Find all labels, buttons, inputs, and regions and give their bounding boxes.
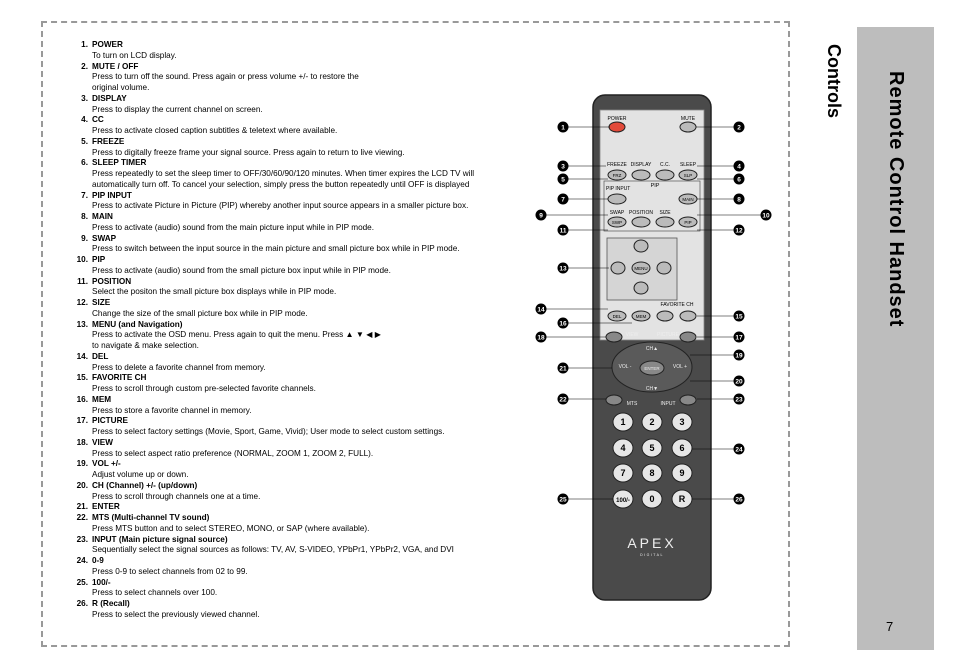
item-description: Press repeatedly to set the sleep timer to OFF/30/60/90/120 minutes. When timer expires the LCD TV will [92, 169, 475, 178]
list-item [62, 255, 532, 277]
list-item [62, 158, 532, 190]
item-title: R (Recall) [92, 599, 130, 608]
keypad-label: 4 [620, 443, 626, 453]
item-description: Press to select the previously viewed channel. [92, 609, 260, 619]
item-number: 2. [81, 61, 88, 71]
pip-button-label: PIP [684, 220, 692, 225]
picture-button [680, 332, 696, 342]
item-description: Press to scroll through custom pre-selected favorite channels. [92, 384, 316, 393]
keypad-label: 100/- [616, 498, 630, 504]
list-item [62, 115, 532, 137]
list-item [62, 535, 532, 557]
item-number: 21. [76, 502, 88, 512]
item-description: Select the positon the small picture box displays while in PIP mode. [92, 287, 337, 297]
callout-number: 20 [735, 378, 743, 386]
remote-diagram [537, 90, 770, 610]
item-description: Press to select aspect ratio preference (NORMAL, ZOOM 1, ZOOM 2, FULL). [92, 448, 374, 458]
item-number: 10. [76, 255, 88, 264]
item-number: 7. [81, 190, 88, 200]
keypad-label: 2 [649, 417, 655, 427]
item-number: 19. [76, 459, 88, 469]
callout-number: 21 [559, 365, 567, 373]
keypad-label: 0 [649, 494, 655, 504]
pip-input-button [608, 194, 626, 204]
list-item [62, 481, 532, 503]
remote-label: INPUT [660, 401, 676, 407]
item-title: CC [92, 115, 104, 125]
item-number: 6. [81, 158, 88, 168]
callout-number: 4 [737, 163, 741, 171]
item-title: DISPLAY [92, 93, 127, 103]
item-number: 5. [81, 136, 88, 146]
mute-button [680, 122, 696, 132]
swap-button-label: SWP [611, 220, 623, 225]
remote-label: POSITION [629, 210, 653, 216]
del-button-label: DEL [612, 314, 622, 319]
left-button [611, 262, 625, 274]
remote-label: FREEZE [607, 162, 627, 168]
item-description: Press to activate Picture in Picture (PIP) whereby another input source appears in a smaller picture box. [92, 201, 469, 211]
item-description: Press to activate (audio) sound from the main picture input while in PIP mode. [92, 222, 375, 232]
callout-number: 8 [737, 196, 741, 204]
item-title: SWAP [92, 233, 117, 243]
item-description: To turn on LCD display. [92, 50, 177, 60]
item-description: automatically turn off. To cancel your selection, simply press the button repeatedly until OFF is displayed [92, 179, 470, 189]
mem-button-label: MEM [635, 314, 647, 319]
remote-label: MUTE [680, 116, 696, 122]
item-description: Press to activate the OSD menu. Press again to quit the menu. Press ▲ ▼ ◀ ▶ [92, 330, 382, 340]
item-description: Press to digitally freeze frame your signal source. Press again to return to live viewing. [92, 147, 405, 157]
callout-number: 6 [737, 176, 741, 184]
list-item [62, 191, 532, 213]
chapter-title: Remote Control Handset [885, 71, 907, 328]
fav-up-button [680, 311, 696, 321]
item-description: original volume. [92, 83, 150, 92]
freeze-button-label: FRZ [612, 173, 622, 178]
list-item [62, 395, 532, 417]
item-title: SLEEP TIMER [92, 158, 147, 168]
right-button [657, 262, 671, 274]
item-number: 16. [76, 394, 88, 404]
remote-label: CH▼ [645, 386, 659, 392]
item-number: 1. [81, 40, 88, 49]
item-title: FREEZE [92, 136, 125, 146]
section-label: Controls [824, 44, 844, 118]
remote-label: PIP [650, 183, 660, 189]
callout-number: 15 [735, 313, 743, 321]
item-description: Adjust volume up or down. [92, 470, 189, 479]
menu-button-label: MENU [634, 266, 648, 271]
item-number: 23. [76, 534, 88, 544]
list-item [62, 438, 532, 460]
callout-number: 2 [737, 124, 741, 132]
item-title: FAVORITE CH [92, 373, 147, 383]
callout-number: 22 [559, 396, 567, 404]
item-description: Press to delete a favorite channel from memory. [92, 362, 266, 372]
list-item [62, 234, 532, 256]
item-number: 8. [81, 212, 88, 221]
fav-down-button [657, 311, 673, 321]
item-number: 9. [81, 233, 88, 243]
list-item [62, 212, 532, 234]
input-button [680, 395, 696, 405]
list-item [62, 40, 532, 62]
remote-label: VOL + [672, 364, 688, 370]
item-title: VOL +/- [92, 459, 121, 469]
down-button [634, 282, 648, 294]
remote-label: VOL - [618, 364, 632, 370]
view-button [606, 332, 622, 342]
list-item [62, 62, 532, 94]
callout-number: 5 [561, 176, 565, 184]
main-button-label: MAIN [682, 197, 694, 202]
callout-number: 26 [735, 496, 743, 504]
item-description: Sequentially select the signal sources as follows: TV, AV, S-VIDEO, YPbPr1, YPbPr2, VGA, and DVI [92, 545, 454, 555]
remote-label: SLEEP [679, 162, 697, 168]
remote-label: SWAP [609, 210, 625, 216]
list-item [62, 502, 532, 513]
item-title: 100/- [92, 577, 111, 587]
item-description: Press to select channels over 100. [92, 588, 218, 598]
position-button [632, 217, 650, 227]
item-number: 24. [76, 556, 88, 565]
list-item [62, 578, 532, 600]
mts-button [606, 395, 622, 405]
item-number: 13. [76, 319, 88, 329]
item-number: 20. [76, 480, 88, 490]
keypad-label: 9 [679, 468, 685, 478]
item-title: 0-9 [92, 556, 104, 565]
item-title: INPUT (Main picture signal source) [92, 534, 228, 544]
item-description: Press to switch between the input source in the main picture and small picture box while in PIP mode. [92, 244, 460, 254]
list-item [62, 373, 532, 395]
remote-label: POWER [607, 116, 627, 122]
remote-label: CH▲ [645, 346, 659, 352]
item-title: PIP [92, 255, 106, 264]
enter-button-label: ENTER [644, 366, 660, 371]
item-title: POWER [92, 40, 123, 49]
item-number: 11. [77, 276, 88, 286]
item-title: MTS (Multi-channel TV sound) [92, 513, 210, 522]
item-number: 17. [76, 416, 88, 426]
item-title: MUTE / OFF [92, 61, 139, 71]
callout-number: 9 [539, 212, 543, 220]
item-number: 14. [76, 351, 88, 361]
remote-label: PIP INPUT [606, 186, 631, 192]
sidebar [857, 27, 934, 650]
remote-label: VIEW [625, 332, 639, 338]
list-item [62, 556, 532, 578]
list-item [62, 513, 532, 535]
display-button [632, 170, 650, 180]
remote-label: MTS [626, 401, 638, 407]
remote-label: DISPLAY [630, 162, 652, 168]
item-description: Press to turn off the sound. Press again or press volume +/- to restore the [92, 72, 359, 82]
list-item [62, 352, 532, 374]
item-title: PICTURE [92, 416, 128, 426]
sleep-button-label: SLP [683, 173, 693, 178]
item-description: Change the size of the small picture box while in PIP mode. [92, 308, 308, 318]
item-number: 18. [76, 437, 88, 447]
remote-label: C.C. [660, 162, 670, 168]
item-title: VIEW [92, 437, 113, 447]
list-item [62, 320, 532, 352]
item-number: 15. [76, 373, 88, 383]
callout-number: 18 [537, 334, 545, 342]
list-item [62, 298, 532, 320]
item-title: PIP INPUT [92, 190, 132, 200]
item-number: 25. [76, 577, 88, 587]
list-item [62, 94, 532, 116]
cc-button [656, 170, 674, 180]
item-title: SIZE [92, 298, 111, 307]
item-title: MENU (and Navigation) [92, 319, 183, 329]
keypad-label: R [678, 494, 686, 504]
callout-number: 12 [735, 227, 743, 235]
item-title: CH (Channel) +/- (up/down) [92, 480, 198, 490]
keypad-label: 8 [649, 468, 655, 478]
list-item [62, 416, 532, 438]
list-item [62, 599, 532, 621]
brand-logo: APEX [627, 535, 677, 551]
item-description: Press to activate closed caption subtitles & teletext where available. [92, 126, 338, 135]
callout-number: 11 [559, 227, 567, 235]
item-description: Press MTS button and to select STEREO, MONO, or SAP (where available). [92, 523, 370, 533]
item-number: 3. [81, 93, 88, 103]
brand-sub: DIGITAL [640, 553, 664, 557]
item-description: to navigate & make selection. [92, 341, 199, 350]
power-button [609, 122, 625, 132]
size-button [656, 217, 674, 227]
item-title: DEL [92, 351, 109, 361]
controls-list [62, 40, 532, 621]
callout-number: 19 [735, 352, 743, 360]
item-number: 26. [76, 599, 88, 608]
item-description: Press to select factory settings (Movie, Sport, Game, Vivid); User mode to select custom settings. [92, 427, 445, 436]
callout-number: 17 [735, 334, 743, 342]
list-item [62, 459, 532, 481]
callout-number: 24 [735, 446, 743, 454]
callout-number: 13 [559, 265, 567, 273]
callout-number: 1 [561, 124, 565, 132]
callout-number: 3 [561, 163, 565, 171]
keypad-label: 7 [620, 468, 626, 478]
item-description: Press to display the current channel on screen. [92, 104, 263, 114]
page-number: 7 [886, 619, 894, 634]
keypad-label: 6 [679, 443, 685, 453]
keypad-label: 1 [620, 417, 626, 427]
callout-number: 7 [561, 196, 565, 204]
item-title: MEM [92, 394, 112, 404]
item-number: 12. [76, 298, 88, 307]
list-item [62, 137, 532, 159]
item-title: MAIN [92, 212, 113, 221]
item-number: 4. [81, 115, 88, 125]
list-item [62, 277, 532, 299]
callout-number: 23 [735, 396, 743, 404]
keypad-label: 3 [679, 417, 685, 427]
keypad-label: 5 [649, 443, 655, 453]
item-title: ENTER [92, 502, 120, 512]
up-button [634, 240, 648, 252]
item-number: 22. [76, 513, 88, 522]
remote-label: PICTURE [657, 332, 679, 338]
remote-label: FAVORITE CH [660, 302, 694, 308]
remote-label: SIZE [659, 210, 671, 216]
callout-number: 10 [762, 212, 770, 220]
item-description: Press to scroll through channels one at a time. [92, 491, 261, 501]
item-title: POSITION [92, 276, 132, 286]
item-description: Press to store a favorite channel in memory. [92, 405, 252, 415]
callout-number: 16 [559, 320, 567, 328]
item-description: Press to activate (audio) sound from the small picture box input while in PIP mode. [92, 265, 391, 275]
callout-number: 14 [537, 306, 545, 314]
callout-number: 25 [559, 496, 567, 504]
item-description: Press 0-9 to select channels from 02 to 99. [92, 566, 248, 576]
